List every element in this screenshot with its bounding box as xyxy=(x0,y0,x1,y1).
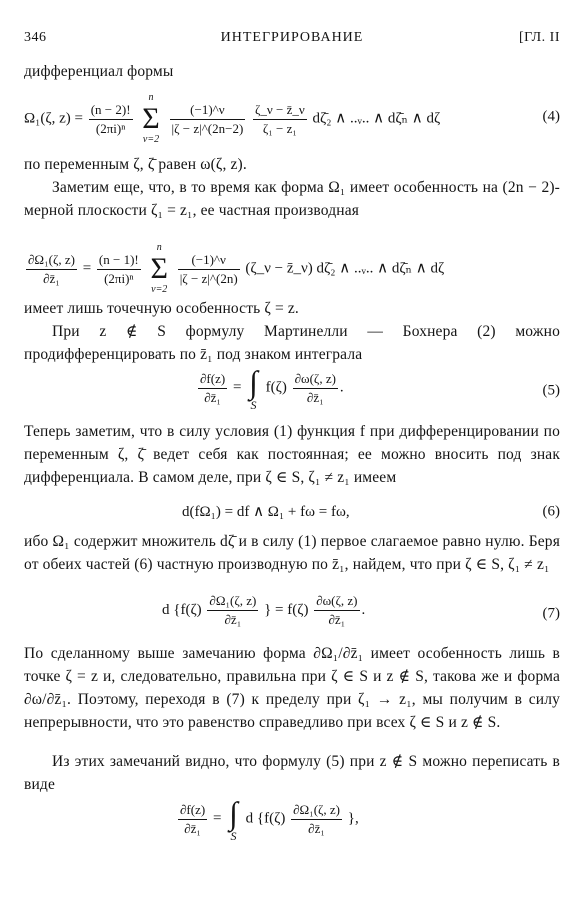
eq7-fraction-1: $\frac{\text{∂Ω₁(ζ, z)}}{\text{∂z̄₁}}$ xyxy=(209,593,257,627)
equation-number-6: (6) xyxy=(542,503,560,520)
eq7-fraction-2: $\frac{\partial\omega(\zeta, z)}{\text{∂z̄₁}}$ xyxy=(316,593,358,627)
final-lhs: $\frac{\partial f(z)}{\text{∂z̄₁}}$ xyxy=(180,801,206,836)
equation-7: d {f(ζ) $\frac{\text{∂Ω₁(ζ, z)}}{\text{∂z̄₁}}$ } = f(ζ) $\frac{\partial\omega(\zeta, z)}{\text{∂z̄₁}}$ . (7) xyxy=(162,593,560,627)
eq4-coefficient: $\frac{(n - 2)!}{\text{(2πi)ⁿ}}$ xyxy=(90,101,131,136)
integral-symbol: ∫ S xyxy=(229,795,238,843)
paragraph-1: дифференциал формы xyxy=(24,63,174,80)
paragraph-3: Заметим еще, что, в то время как форма Ω₁ имеет особенность на (2n − 2)-мерной плоскости ζ₁ = z₁, ее частная производная xyxy=(24,179,560,219)
paragraph-4: имеет лишь точечную особенность ζ = z. xyxy=(24,300,299,317)
eq4-fraction-1: $\frac{(-1)\^{}\nu}{|\zeta - z|\^{}(2n-2)}$ xyxy=(171,101,244,136)
paragraph-8: По сделанному выше замечанию форма ∂Ω₁/∂z̄₁ имеет особенность лишь в точке ζ = z и, следовательно, правильна при ζ ∈ S и z ∉ S, такова же и форма ∂ω/∂z̄₁. Поэтому, переходя в (7) к пределу при ζ₁ → z₁, мы получим в силу непрерывности, что это равенство справедливо при всех ζ ∈ S и z ∉ S. xyxy=(24,645,560,731)
equation-number-5: (5) xyxy=(542,382,560,399)
eq5-lhs: $\frac{\partial f(z)}{\text{∂z̄₁}}$ xyxy=(200,370,226,405)
eq6-expression: d(fΩ₁) = df ∧ Ω₁ + fω = fω, xyxy=(182,504,350,520)
running-title: ИНТЕГРИРОВАНИЕ xyxy=(220,30,364,45)
equation-number-7: (7) xyxy=(542,605,560,622)
page-number: 346 xyxy=(24,30,47,45)
equation-final: $\frac{\partial f(z)}{\text{∂z̄₁}}$ = ∫ S d {f(ζ) $\frac{\text{∂Ω₁(ζ, z)}}{\text{∂z̄₁}}$ }, xyxy=(180,795,359,843)
chapter-label: [ГЛ. II xyxy=(518,30,560,45)
paragraph-2: по переменным ζ, ζ̄ равен ω(ζ, z). xyxy=(24,156,247,173)
integral-symbol: ∫ S xyxy=(249,364,258,412)
page-header xyxy=(24,30,560,52)
paragraph-5: При z ∉ S формулу Мартинелли — Бохнера (2) можно продифференцировать по z̄₁ под знаком интеграла xyxy=(24,323,560,363)
equation-6 xyxy=(24,500,560,524)
eq4-lhs: Ω₁(ζ, z) = xyxy=(24,110,83,127)
summation-symbol: n Σ ν=2 xyxy=(150,242,168,295)
paragraph-9: Из этих замечаний видно, что формулу (5) при z ∉ S можно переписать в виде xyxy=(24,753,560,793)
partial-lhs: $\frac{\text{∂Ω₁(ζ, z)}}{\text{∂z̄₁}}$ xyxy=(28,251,75,286)
partial-coefficient: $\frac{(n - 1)!}{\text{(2πi)ⁿ}}$ xyxy=(98,251,139,286)
final-fraction: $\frac{\text{∂Ω₁(ζ, z)}}{\text{∂z̄₁}}$ xyxy=(293,801,341,836)
equation-number-4: (4) xyxy=(542,108,560,125)
eq5-fraction: $\frac{\partial\omega(\zeta, z)}{\text{∂z̄₁}}$ xyxy=(294,370,336,405)
eq4-tail: dζ̄₂ ∧ ..ᵥ.. ∧ dζ̄ₙ ∧ dζ xyxy=(312,110,441,127)
paragraph-7: ибо Ω₁ содержит множитель dζ̄ и в силу (1) первое слагаемое равно нулю. Беря от обеих частей (6) частную производную по z̄₁, найдем, что при ζ ∈ S, ζ₁ ≠ z₁ xyxy=(24,533,560,573)
eq4-fraction-2: $\frac{\zeta\_\nu - z̄\_\nu}{\text{ζ₁ − z₁}}$ xyxy=(255,101,305,136)
summation-symbol: n Σ ν=2 xyxy=(142,92,160,145)
equation-partial-derivative: $\frac{\text{∂Ω₁(ζ, z)}}{\text{∂z̄₁}}$ = $\frac{(n - 1)!}{\text{(2πi)ⁿ}}$ n Σ ν=2 $\frac{(-1)\^{}\nu}{|\zeta - z|\^{}(2n)}$ (ζ_ν − z̄_ν) dζ̄₂ ∧ ..ᵥ.. ∧ dζ̄ₙ ∧ dζ xyxy=(28,242,445,295)
paragraph-6: Теперь заметим, что в силу условия (1) функция f при дифференцировании по переменным ζ, ζ̄ ведет себя как постоянная; ее можно вносить под знак дифференциала. В самом деле, при ζ ∈ S, ζ₁ ≠ z₁ имеем xyxy=(24,423,560,486)
partial-fraction: $\frac{(-1)\^{}\nu}{|\zeta - z|\^{}(2n)}$ xyxy=(179,251,238,286)
partial-tail: (ζ_ν − z̄_ν) dζ̄₂ ∧ ..ᵥ.. ∧ dζ̄ₙ ∧ dζ xyxy=(245,260,445,277)
equation-4 xyxy=(24,92,560,145)
equation-5: $\frac{\partial f(z)}{\text{∂z̄₁}}$ = ∫ S f(ζ) $\frac{\partial\omega(\zeta, z)}{\text{∂z̄₁}}$ . (5) xyxy=(200,364,560,412)
